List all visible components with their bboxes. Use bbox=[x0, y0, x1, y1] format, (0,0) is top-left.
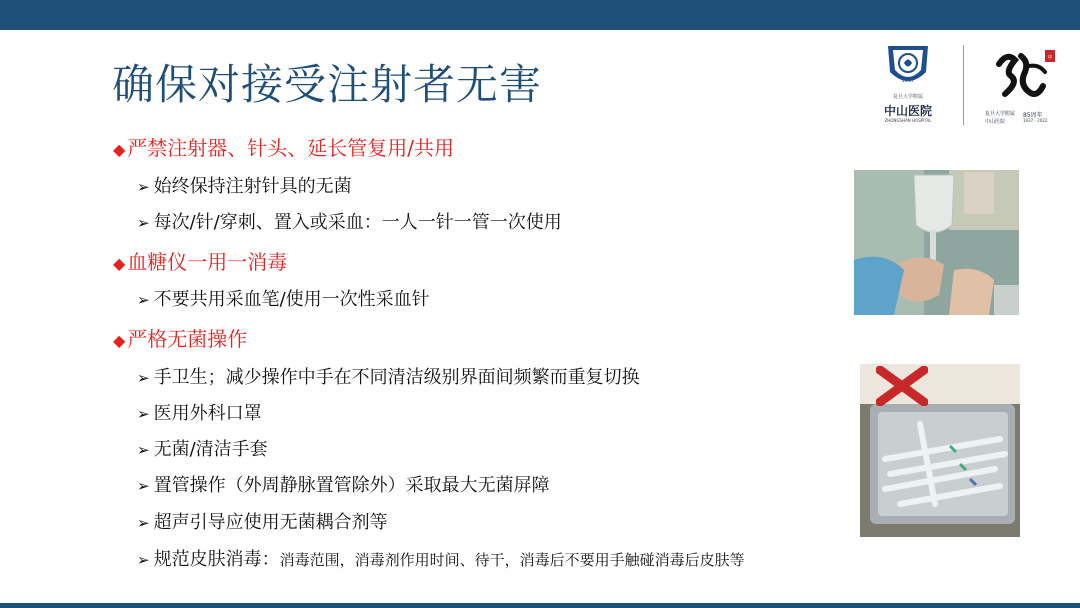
slide-title: 确保对接受注射者无害 bbox=[112, 60, 543, 109]
item-text: 始终保持注射针具的无菌 bbox=[153, 176, 352, 197]
item-text: 不要共用采血笔/使用一次性采血针 bbox=[153, 289, 430, 310]
diamond-bullet-icon: ◆ bbox=[113, 331, 126, 350]
iv-bag-photo bbox=[854, 170, 1019, 315]
heading-text: 严禁注射器、针头、延长管复用/共用 bbox=[127, 136, 455, 160]
bottom-banner bbox=[0, 603, 1080, 608]
svg-text:1937: 1937 bbox=[901, 78, 915, 84]
syringe-tray-photo bbox=[860, 364, 1020, 537]
list-item bbox=[137, 471, 550, 497]
item-text: 规范皮肤消毒： bbox=[153, 549, 280, 570]
calligraphy-85-icon bbox=[985, 42, 1065, 108]
list-item bbox=[137, 545, 745, 571]
arrow-bullet-icon: ➢ bbox=[137, 477, 150, 495]
item-text: 医用外科口罩 bbox=[153, 403, 262, 424]
anniversary-logo bbox=[985, 42, 1065, 126]
arrow-bullet-icon: ➢ bbox=[137, 441, 150, 459]
hospital-name: 中山医院 bbox=[883, 104, 932, 118]
arrow-bullet-icon: ➢ bbox=[137, 369, 150, 387]
list-item bbox=[137, 285, 430, 311]
list-item bbox=[137, 435, 268, 461]
section-heading-reuse bbox=[113, 132, 454, 161]
prohibited-cross-icon bbox=[876, 366, 928, 406]
logo-divider bbox=[963, 45, 964, 125]
top-banner bbox=[0, 0, 1080, 30]
list-item bbox=[137, 508, 388, 534]
section-heading-aseptic bbox=[113, 323, 247, 352]
anniversary-years: 85周年 bbox=[1023, 112, 1043, 119]
hospital-english-name: ZHONGSHAN HOSPITAL bbox=[884, 118, 932, 123]
heading-text: 严格无菌操作 bbox=[127, 327, 248, 351]
arrow-bullet-icon: ➢ bbox=[137, 178, 150, 196]
hospital-affiliation: 复旦大学附属 bbox=[892, 94, 923, 100]
heading-text: 血糖仪一用一消毒 bbox=[127, 250, 288, 274]
section-heading-glucometer bbox=[113, 246, 287, 275]
item-text: 置管操作（外周静脉置管除外）采取最大无菌屏障 bbox=[153, 475, 550, 496]
hospital-emblem-icon bbox=[868, 42, 948, 94]
arrow-bullet-icon: ➢ bbox=[137, 514, 150, 532]
arrow-bullet-icon: ➢ bbox=[137, 551, 150, 569]
list-item bbox=[137, 363, 640, 389]
anniversary-hospital: 中山医院 bbox=[985, 119, 1006, 125]
list-item bbox=[137, 208, 562, 234]
arrow-bullet-icon: ➢ bbox=[137, 405, 150, 423]
item-text: 手卫生；减少操作中手在不同清洁级别界面间频繁而重复切换 bbox=[153, 367, 640, 388]
arrow-bullet-icon: ➢ bbox=[137, 291, 150, 309]
diamond-bullet-icon: ◆ bbox=[113, 140, 126, 159]
svg-text:中: 中 bbox=[1047, 55, 1053, 61]
arrow-bullet-icon: ➢ bbox=[137, 214, 150, 232]
anniversary-range: 1937 - 2022 bbox=[1023, 118, 1048, 123]
diamond-bullet-icon: ◆ bbox=[113, 254, 126, 273]
item-detail-text: 消毒范围，消毒剂作用时间、待干，消毒后不要用手触碰消毒后皮肤等 bbox=[279, 551, 745, 569]
zhongshan-hospital-logo bbox=[868, 42, 948, 126]
item-text: 无菌/清洁手套 bbox=[153, 439, 268, 460]
list-item bbox=[137, 172, 352, 198]
anniversary-affiliation: 复旦大学附属 bbox=[985, 111, 1016, 117]
item-text: 超声引导应使用无菌耦合剂等 bbox=[153, 512, 388, 533]
item-text: 每次/针/穿刺、置入或采血：一人一针一管一次使用 bbox=[153, 212, 562, 233]
list-item bbox=[137, 399, 262, 425]
